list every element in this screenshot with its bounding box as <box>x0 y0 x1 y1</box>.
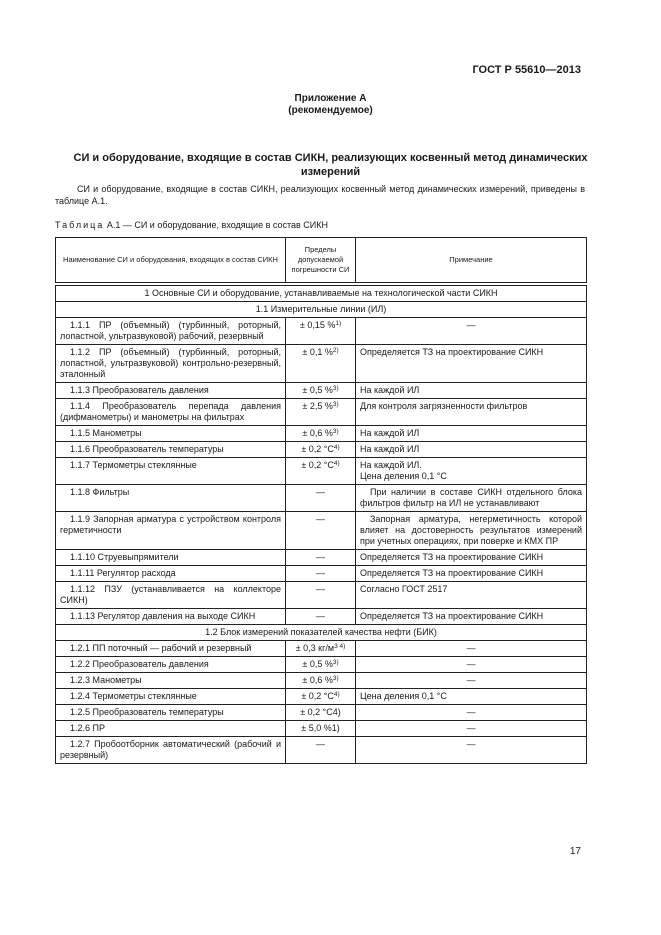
col-header-note: Примечание <box>356 238 587 283</box>
subsection-1-2-title: 1.2 Блок измерений показателей качества нефти (БИК) <box>56 625 587 641</box>
page-number: 17 <box>569 846 581 857</box>
item-note-text: Определяется ТЗ на проектирование СИКН <box>360 611 544 621</box>
item-name: 1.2.6 ПР <box>56 721 286 737</box>
section-heading: СИ и оборудование, входящие в состав СИКН, реализующих косвенный метод динамических измерений <box>73 152 588 178</box>
table-row <box>56 673 587 689</box>
item-name: 1.2.2 Преобразователь давления <box>56 657 286 673</box>
table-caption-text: А.1 — СИ и оборудование, входящие в состав СИКН <box>106 220 328 230</box>
table-row <box>56 705 587 721</box>
item-note-text: Определяется ТЗ на проектирование СИКН <box>360 552 544 562</box>
item-error-value: — <box>316 584 325 594</box>
table-row <box>56 512 587 550</box>
item-error-limit <box>286 673 356 689</box>
item-note <box>356 673 587 689</box>
item-name: 1.1.13 Регулятор давления на выходе СИКН <box>56 609 286 625</box>
section-row <box>56 286 587 302</box>
item-error-value: ± 0,5 % <box>302 385 333 395</box>
item-note <box>356 705 587 721</box>
table-row <box>56 458 587 485</box>
table-row <box>56 318 587 345</box>
item-error-limit <box>286 737 356 764</box>
item-note <box>356 458 587 485</box>
item-error-limit <box>286 442 356 458</box>
item-error-limit <box>286 485 356 512</box>
table-header-row <box>56 238 587 283</box>
item-error-limit <box>286 399 356 426</box>
item-error-footnote: 3) <box>332 659 339 666</box>
item-note-text: На каждой ИЛ <box>360 444 420 454</box>
item-note-text: — <box>466 643 476 653</box>
table-row <box>56 426 587 442</box>
item-note <box>356 426 587 442</box>
item-note <box>356 641 587 657</box>
item-error-limit <box>286 609 356 625</box>
item-error-footnote: 1) <box>335 320 342 327</box>
item-error-value: ± 0,2 °С <box>301 460 334 470</box>
item-name: 1.1.9 Запорная арматура с устройством контроля герметичности <box>56 512 286 550</box>
item-error-limit <box>286 689 356 705</box>
table-row <box>56 737 587 764</box>
table-row <box>56 550 587 566</box>
item-error-value: ± 0,2 °С <box>301 444 334 454</box>
item-error-value: — <box>316 487 325 497</box>
table-row <box>56 345 587 383</box>
item-error-value: ± 0,2 °С <box>301 691 334 701</box>
standard-number: ГОСТ Р 55610—2013 <box>472 64 581 76</box>
subsection-row <box>56 302 587 318</box>
item-name: 1.2.5 Преобразователь температуры <box>56 705 286 721</box>
item-error-limit <box>286 657 356 673</box>
item-error-value: ± 0,6 % <box>302 428 333 438</box>
item-error-value: — <box>316 552 325 562</box>
item-note <box>356 345 587 383</box>
item-error-value: ± 0,3 кг/м <box>295 643 335 653</box>
item-error-limit <box>286 582 356 609</box>
item-note <box>356 721 587 737</box>
item-note <box>356 657 587 673</box>
item-error-limit <box>286 458 356 485</box>
appendix-title: Приложение А <box>294 93 367 104</box>
item-name: 1.1.10 Струевыпрямители <box>56 550 286 566</box>
table-row <box>56 582 587 609</box>
item-error-limit <box>286 705 356 721</box>
item-error-limit <box>286 318 356 345</box>
item-name: 1.2.7 Пробоотборник автоматический (рабочий и резервный) <box>56 737 286 764</box>
item-error-footnote: 3) <box>332 401 339 408</box>
item-error-footnote: 3) <box>332 385 339 392</box>
item-error-limit <box>286 721 356 737</box>
col-header-name: Наименование СИ и оборудования, входящих в состав СИКН <box>56 238 286 283</box>
item-note-text: Согласно ГОСТ 2517 <box>360 584 448 594</box>
item-note <box>356 609 587 625</box>
item-note <box>356 550 587 566</box>
table-caption <box>55 220 328 230</box>
item-name: 1.1.8 Фильтры <box>56 485 286 512</box>
item-note <box>356 737 587 764</box>
table-row <box>56 657 587 673</box>
table-row <box>56 566 587 582</box>
item-name: 1.1.7 Термометры стеклянные <box>56 458 286 485</box>
table-row <box>56 485 587 512</box>
item-note-text: Определяется ТЗ на проектирование СИКН <box>360 568 544 578</box>
item-error-limit <box>286 566 356 582</box>
item-name: 1.1.11 Регулятор расхода <box>56 566 286 582</box>
subsection-1-1-title: 1.1 Измерительные линии (ИЛ) <box>56 302 587 318</box>
appendix-heading <box>0 93 661 117</box>
table-caption-prefix: Таблица <box>55 220 105 230</box>
item-error-footnote: 3 4) <box>334 643 346 650</box>
intro-paragraph: СИ и оборудование, входящие в состав СИКН, реализующих косвенный метод динамических измерений, приведены в таблице А.1. <box>55 184 585 206</box>
item-error-limit <box>286 550 356 566</box>
item-note-text: На каждой ИЛ. <box>360 460 422 470</box>
equipment-table <box>55 237 587 764</box>
item-note-text: — <box>466 723 476 733</box>
item-error-footnote: 4) <box>333 691 340 698</box>
subsection-row <box>56 625 587 641</box>
table-row <box>56 689 587 705</box>
item-name: 1.2.3 Манометры <box>56 673 286 689</box>
item-note <box>356 383 587 399</box>
item-name: 1.1.3 Преобразователь давления <box>56 383 286 399</box>
item-error-limit <box>286 345 356 383</box>
table-row <box>56 383 587 399</box>
item-error-footnote: 2) <box>332 347 339 354</box>
item-note-text: — <box>466 320 476 330</box>
item-note <box>356 442 587 458</box>
item-error-limit <box>286 512 356 550</box>
item-note <box>356 399 587 426</box>
table-row <box>56 609 587 625</box>
item-error-value: — <box>316 739 325 749</box>
item-name: 1.2.1 ПП поточный — рабочий и резервный <box>56 641 286 657</box>
item-note-text: Определяется ТЗ на проектирование СИКН <box>360 347 544 357</box>
table-row <box>56 399 587 426</box>
item-note <box>356 689 587 705</box>
item-name: 1.1.4 Преобразователь перепада давления (дифманометры) и манометры на фильтрах <box>56 399 286 426</box>
item-name: 1.1.2 ПР (объемный) (турбинный, роторный, лопастной, ультразвуковой) контрольно-резервный, эталонный <box>56 345 286 383</box>
table-row <box>56 721 587 737</box>
item-note <box>356 582 587 609</box>
item-note-text: Для контроля загрязненности фильтров <box>360 401 528 411</box>
item-note <box>356 485 587 512</box>
col-header-error: Пределы допускаемой погрешности СИ <box>286 238 356 283</box>
item-error-footnote: 3) <box>332 428 339 435</box>
table-row <box>56 442 587 458</box>
item-error-value: ± 5,0 %1) <box>301 723 340 733</box>
item-error-value: ± 0,15 % <box>299 320 336 330</box>
item-note-text: Цена деления 0,1 °С <box>360 691 447 701</box>
item-note <box>356 566 587 582</box>
table-row <box>56 641 587 657</box>
item-error-footnote: 4) <box>333 460 340 467</box>
item-error-value: ± 0,1 % <box>302 347 333 357</box>
item-name: 1.1.12 ПЗУ (устанавливается на коллекторе СИКН) <box>56 582 286 609</box>
item-note-text: При наличии в составе СИКН отдельного блока фильтров фильтр на ИЛ не устанавливают <box>360 487 582 508</box>
item-error-value: — <box>316 568 325 578</box>
item-name: 1.2.4 Термометры стеклянные <box>56 689 286 705</box>
item-error-value: ± 0,2 °С4) <box>300 707 341 717</box>
item-error-limit <box>286 426 356 442</box>
item-name: 1.1.6 Преобразователь температуры <box>56 442 286 458</box>
item-name: 1.1.5 Манометры <box>56 426 286 442</box>
item-note-text: — <box>466 659 476 669</box>
section-1-title: 1 Основные СИ и оборудование, устанавливаемые на технологической части СИКН <box>56 286 587 302</box>
item-error-value: — <box>316 514 325 524</box>
item-note-text: На каждой ИЛ <box>360 428 420 438</box>
item-error-footnote: 3) <box>332 675 339 682</box>
item-note-text: — <box>466 707 476 717</box>
appendix-subtitle: (рекомендуемое) <box>288 105 373 116</box>
item-error-value: ± 0,5 % <box>302 659 333 669</box>
item-name: 1.1.1 ПР (объемный) (турбинный, роторный, лопастной, ультразвуковой) рабочий, резервный <box>56 318 286 345</box>
item-note-text: — <box>466 739 476 749</box>
item-error-value: ± 0,6 % <box>302 675 333 685</box>
item-note <box>356 512 587 550</box>
item-note-text: На каждой ИЛ <box>360 385 420 395</box>
item-note-text-2: Цена деления 0,1 °С <box>360 471 447 481</box>
item-error-value: — <box>316 611 325 621</box>
item-error-footnote: 4) <box>333 444 340 451</box>
item-note-text: Запорная арматура, негерметичность которой влияет на достоверность результатов измерений при учетных операциях, при поверке и КМХ ПР <box>360 514 582 546</box>
item-error-limit <box>286 641 356 657</box>
item-note <box>356 318 587 345</box>
item-error-value: ± 2,5 % <box>302 401 333 411</box>
item-note-text: — <box>466 675 476 685</box>
item-error-limit <box>286 383 356 399</box>
